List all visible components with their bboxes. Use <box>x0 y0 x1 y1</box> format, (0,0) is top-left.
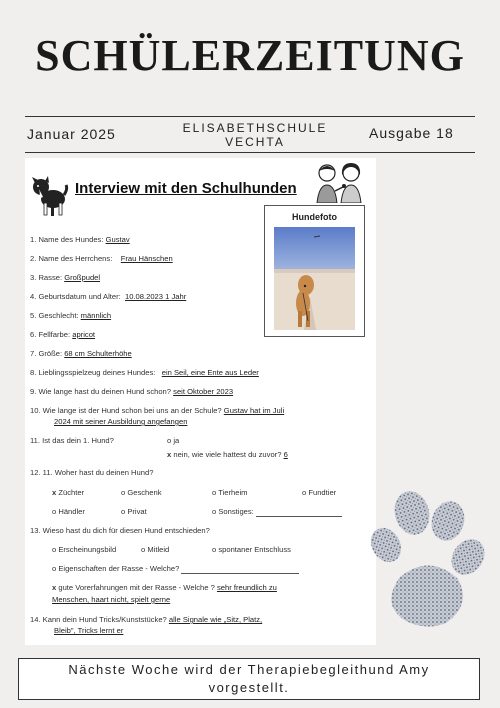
question-9 <box>30 386 233 397</box>
question-label: 6. Fellfarbe: <box>30 330 71 339</box>
option-geschenk[interactable]: o Geschenk <box>121 488 162 497</box>
question-10-continued <box>54 416 187 427</box>
answer-text: 6 <box>283 450 288 459</box>
option-privat[interactable]: o Privat <box>121 507 147 516</box>
photo-caption: Hundefoto <box>292 212 337 222</box>
answer-text-continued: 2024 mit seiner Ausbildung angefangen <box>54 417 188 426</box>
option-zuechter[interactable] <box>52 487 84 498</box>
question-12: 12. 11. Woher hast du deinen Hund? <box>30 468 154 477</box>
newspaper-title: SCHÜLERZEITUNG <box>35 31 465 80</box>
question-1 <box>30 234 130 245</box>
option-label: o Eigenschaften der Rasse - Welche? <box>52 564 180 573</box>
school-name-line1: ELISABETHSCHULE <box>182 121 328 135</box>
issue-date: Januar 2025 <box>27 126 116 142</box>
question-8 <box>30 367 259 378</box>
option-yes[interactable]: o ja <box>167 436 180 445</box>
question-6 <box>30 329 95 340</box>
bottom-rule <box>25 152 475 153</box>
dog-photo-frame <box>264 205 365 337</box>
question-label: 9. Wie lange hast du deinen Hund schon? <box>30 387 172 396</box>
question-2 <box>30 253 173 264</box>
interview-kids-icon <box>313 161 365 203</box>
answer-text: sehr freundlich zu <box>216 583 277 592</box>
question-14-continued <box>54 625 123 636</box>
school-name <box>160 121 350 149</box>
question-5 <box>30 310 111 321</box>
answer-text: männlich <box>80 311 112 320</box>
blank-line <box>256 508 342 517</box>
answer-text-continued: Menschen, haart nicht, spielt gerne <box>52 595 171 604</box>
blank-line <box>181 565 299 574</box>
question-label: 10. Wie lange ist der Hund schon bei uns an der Schule? <box>30 406 222 415</box>
option-fundtier[interactable]: o Fundtier <box>302 488 337 497</box>
option-label: o Sonstiges: <box>212 507 254 516</box>
question-14 <box>30 614 262 625</box>
option-label: gute Vorerfahrungen mit der Rasse - Welche ? <box>58 583 215 592</box>
answer-text: Frau Hänschen <box>120 254 173 263</box>
answer-text: apricot <box>72 330 96 339</box>
question-label: 3. Rasse: <box>30 273 63 282</box>
question-label: 2. Name des Herrchens: <box>30 254 113 263</box>
footer-line-1: Nächste Woche wird der Therapiebegleithund Amy <box>68 662 430 677</box>
issue-number: Ausgabe 18 <box>369 125 454 141</box>
interview-title: Interview mit den Schulhunden <box>75 180 297 197</box>
question-3 <box>30 272 100 283</box>
footer-announcement <box>19 661 479 697</box>
checked-mark: x <box>52 488 57 497</box>
answer-text: seit Oktober 2023 <box>173 387 234 396</box>
dog-icon <box>29 175 69 219</box>
top-rule <box>25 116 475 117</box>
answer-text: Gustav <box>105 235 130 244</box>
question-10 <box>30 405 284 416</box>
option-erscheinungsbild[interactable]: o Erscheinungsbild <box>52 545 117 554</box>
question-13: 13. Wieso hast du dich für diesen Hund entschieden? <box>30 526 210 535</box>
paw-print-icon <box>360 485 490 635</box>
answer-text: Gustav hat im Juli <box>223 406 285 415</box>
option-vorerfahrungen[interactable] <box>52 582 277 593</box>
question-label: 5. Geschlecht: <box>30 311 79 320</box>
option-no[interactable] <box>167 449 288 460</box>
option-spontaner-entschluss[interactable]: o spontaner Entschluss <box>212 545 291 554</box>
question-11: 11. Ist das dein 1. Hund? <box>30 436 114 445</box>
checked-mark: x <box>52 583 57 592</box>
question-label: 8. Lieblingsspielzeug deines Hundes: <box>30 368 156 377</box>
interview-sheet <box>25 158 376 645</box>
option-vorerfahrungen-continued <box>52 594 170 605</box>
school-name-line2: VECHTA <box>225 135 285 149</box>
option-label: Züchter <box>58 488 85 497</box>
answer-text: ein Seil, eine Ente aus Leder <box>161 368 259 377</box>
option-eigenschaften[interactable] <box>52 563 299 574</box>
answer-text-continued: Bleib", Tricks lernt er <box>54 626 124 635</box>
checked-mark: x <box>167 450 172 459</box>
question-label: 14. Kann dein Hund Tricks/Kunststücke? <box>30 615 167 624</box>
question-label: 7. Größe: <box>30 349 63 358</box>
answer-text: alle Signale wie „Sitz, Platz, <box>168 615 263 624</box>
option-sonstiges[interactable] <box>212 506 342 517</box>
answer-text: 10.08.2023 1 Jahr <box>125 292 187 301</box>
option-haendler[interactable]: o Händler <box>52 507 85 516</box>
question-label: 1. Name des Hundes: <box>30 235 104 244</box>
option-tierheim[interactable]: o Tierheim <box>212 488 248 497</box>
answer-text: 68 cm Schulterhöhe <box>64 349 132 358</box>
question-4 <box>30 291 186 302</box>
question-label: 4. Geburtsdatum und Alter: <box>30 292 121 301</box>
footer-announcement-box <box>18 658 480 700</box>
option-mitleid[interactable]: o Mitleid <box>141 545 170 554</box>
option-label: nein, wie viele hattest du zuvor? <box>173 450 282 459</box>
answer-text: Großpudel <box>64 273 101 282</box>
question-7 <box>30 348 132 359</box>
dog-photo <box>274 227 355 330</box>
footer-line-2: vorgestellt. <box>208 680 290 695</box>
